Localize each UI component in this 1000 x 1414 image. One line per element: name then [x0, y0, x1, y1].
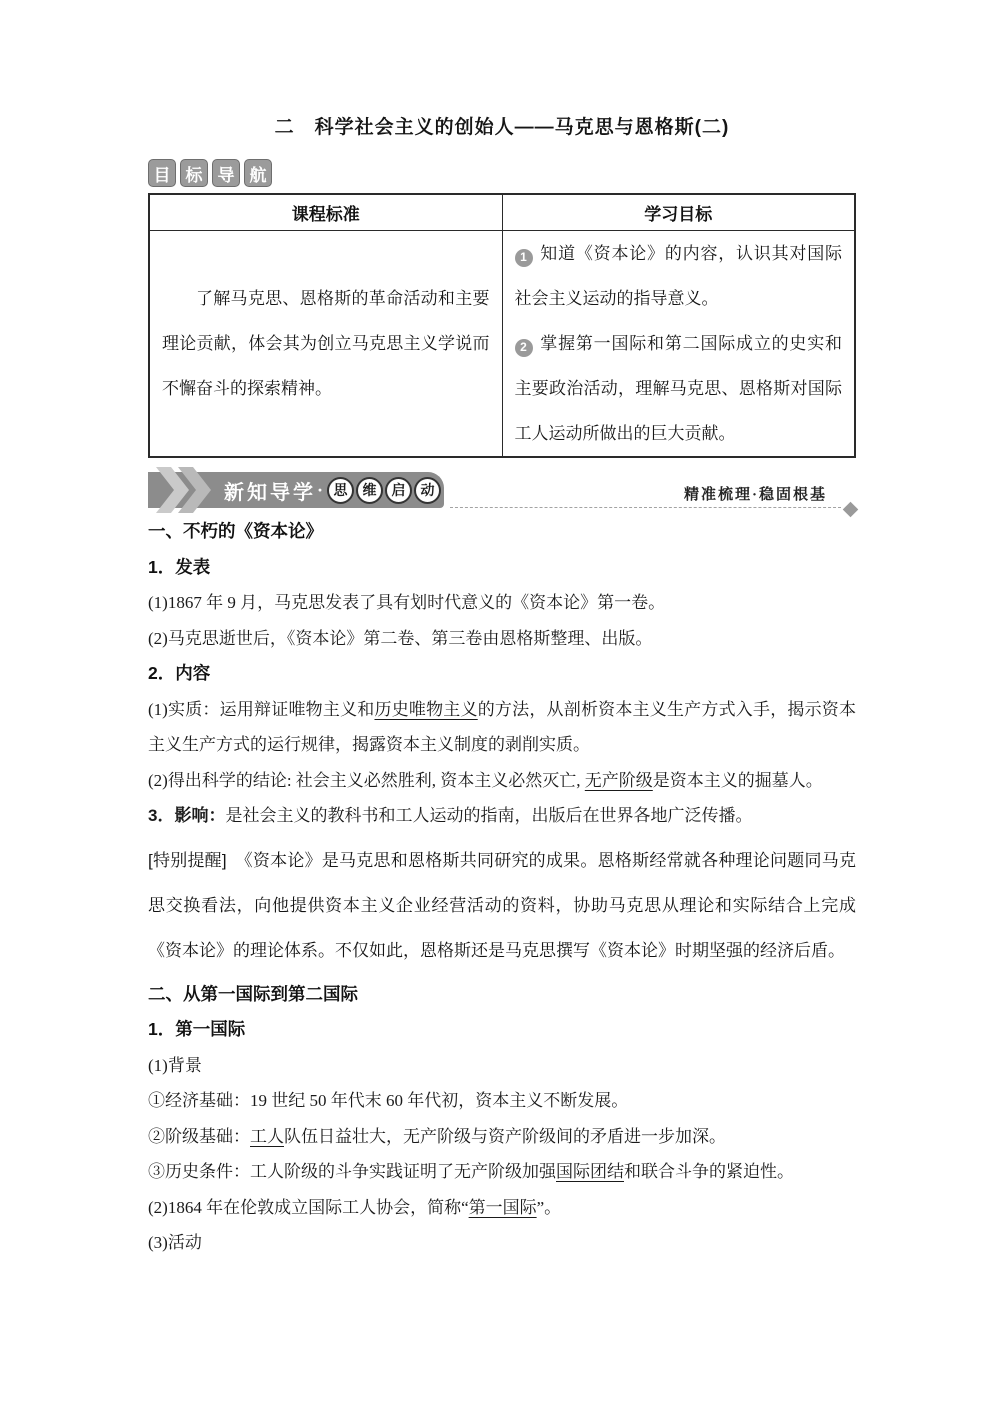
text-segment: 3．影响：: [148, 806, 226, 825]
banner-slogan: 精准梳理·稳固根基: [683, 487, 827, 503]
circle-char: 启: [385, 477, 412, 504]
course-standard-cell: [149, 231, 502, 458]
circle-char: 动: [414, 477, 441, 504]
section-heading-2: [148, 977, 856, 1013]
course-standard-text: 了解马克思、恩格斯的革命活动和主要理论贡献，体会其为创立马克思主义学说而不懈奋斗的探索精神。: [162, 289, 490, 398]
special-note: [148, 838, 856, 973]
standards-goals-table: [148, 193, 856, 458]
banner-bar: [148, 472, 444, 508]
text-segment: 二、从第一国际到第二国际: [148, 983, 358, 1004]
text-segment: ③历史条件：工人阶级的斗争实践证明了无产阶级加强: [148, 1162, 556, 1181]
banner-dashed-rule: [450, 471, 841, 508]
text-segment: ②阶级基础：: [148, 1126, 250, 1146]
paragraph: [148, 763, 856, 799]
text-segment: [特别提醒] 《资本论》是马克思和恩格斯共同研究的成果。恩格斯经常就各种理论问题同马克思交换看法，向他提供资本主义企业经营活动的资料，协助马克思从理论和实际结合上完成《资本论》的理论体系。不仅如此，恩格斯还是马克思撰写《资本论》时期坚强的经济后盾。: [148, 850, 856, 960]
underlined-term: 第一国际: [468, 1197, 537, 1217]
text-segment: 是社会主义的教科书和工人运动的指南，出版后在世界各地广泛传播。: [225, 806, 753, 825]
underlined-term: 国际团结: [556, 1162, 624, 1181]
section-banner: [148, 468, 856, 508]
text-segment: 队伍日益壮大，无产阶级与资产阶级间的矛盾进一步加深。: [284, 1126, 726, 1146]
banner-title: 新知导学: [224, 481, 316, 504]
paragraph: [148, 1190, 856, 1226]
circle-char: 思: [327, 477, 354, 504]
learning-goal-item: [515, 231, 843, 321]
banner-separator-dot: ·: [317, 479, 324, 500]
badge-char: 航: [244, 159, 272, 187]
paragraph: [148, 621, 856, 657]
content-body: [148, 514, 856, 1261]
text-segment: (3)活动: [148, 1233, 202, 1252]
learning-goal-item: [515, 321, 843, 456]
sub-heading-publish: [148, 550, 856, 586]
text-segment: (1)1867 年 9 月，马克思发表了具有划时代意义的《资本论》第一卷。: [148, 593, 666, 612]
learning-goal-text: 知道《资本论》的内容，认识其对国际社会主义运动的指导意义。: [514, 244, 842, 308]
paragraph: [148, 1225, 856, 1261]
text-segment: ①经济基础：19 世纪 50 年代末 60 年代初，资本主义不断发展。: [148, 1091, 629, 1110]
banner-circle-chars: [327, 477, 441, 504]
paragraph: [148, 1048, 856, 1084]
learning-goals-cell: [502, 231, 855, 458]
paragraph: [148, 1119, 856, 1155]
section-heading-1: [148, 514, 856, 550]
column-header-course-standard: 课程标准: [149, 194, 502, 231]
paragraph: [148, 1083, 856, 1119]
sub-heading-first-international: [148, 1012, 856, 1048]
learning-goal-text: 掌握第一国际和第二国际成立的史实和主要政治活动，理解马克思、恩格斯对国际工人运动所做出的巨大贡献。: [514, 334, 842, 443]
text-segment: (2)得出科学的结论: 社会主义必然胜利, 资本主义必然灭亡,: [148, 770, 585, 790]
paragraph: [148, 798, 856, 834]
text-segment: 1．第一国际: [148, 1019, 246, 1039]
text-segment: 一、不朽的《资本论》: [148, 521, 323, 541]
target-nav-badge: [148, 159, 856, 187]
text-segment: 和联合斗争的紧迫性。: [624, 1162, 794, 1181]
page-title: 二 科学社会主义的创始人——马克思与恩格斯(二): [274, 117, 730, 138]
table-header-row: [149, 194, 855, 231]
double-chevron-right-icon: [156, 467, 218, 513]
text-segment: 是资本主义的掘墓人。: [652, 770, 823, 790]
underlined-term: 无产阶级: [584, 770, 653, 790]
text-segment: 的方法，从剖析资本主义生产方式入手，揭示资本主义生产方式的运行规律，揭露资本主义制度的剥削实质。: [148, 699, 857, 754]
text-segment: (2)1864 年在伦敦成立国际工人协会，简称“: [148, 1197, 469, 1217]
badge-char: 目: [148, 159, 176, 187]
badge-char: 导: [212, 159, 240, 187]
underlined-term: 历史唯物主义: [374, 699, 478, 719]
text-segment: (2)马克思逝世后，《资本论》第二卷、第三卷由恩格斯整理、出版。: [148, 628, 653, 648]
paragraph: [148, 692, 856, 763]
paragraph: [148, 1154, 856, 1190]
text-segment: 2．内容: [148, 663, 211, 683]
text-segment: 1．发表: [148, 556, 211, 577]
sub-heading-content: [148, 656, 856, 692]
circle-char: 维: [356, 477, 383, 504]
badge-char: 标: [180, 159, 208, 187]
circled-number-icon: 1: [515, 249, 533, 267]
circled-number-icon: 2: [515, 339, 533, 357]
text-segment: ”。: [536, 1197, 562, 1217]
column-header-learning-goals: 学习目标: [502, 194, 855, 231]
text-segment: (1)背景: [148, 1055, 202, 1075]
paragraph: [148, 585, 856, 621]
text-segment: (1)实质：运用辩证唯物主义和: [148, 699, 375, 719]
table-body-row: [149, 231, 855, 458]
underlined-term: 工人: [250, 1126, 284, 1146]
